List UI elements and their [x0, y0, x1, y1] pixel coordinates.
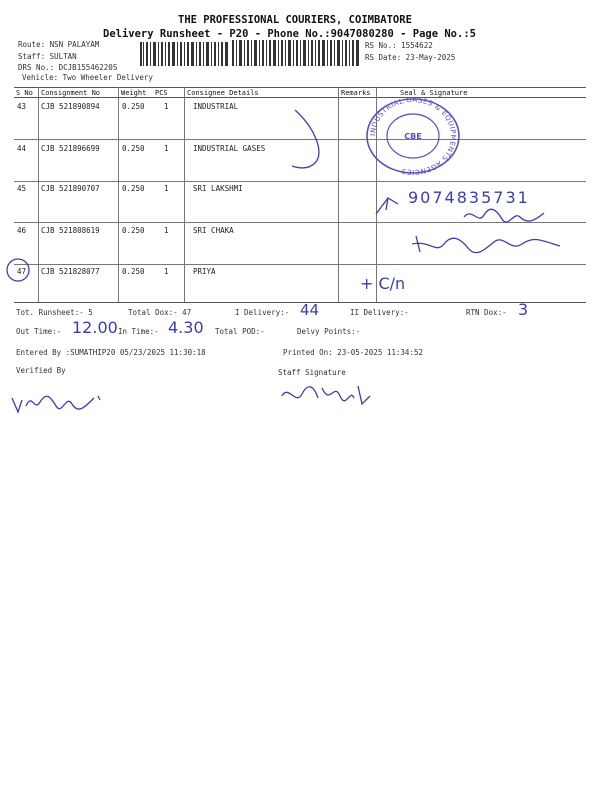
- out-time-label: Out Time:-: [16, 327, 62, 336]
- row-consignee: INDUSTRIAL GASES: [193, 144, 266, 153]
- ii-delivery-label: II Delivery:-: [350, 308, 409, 317]
- row-consignee: SRI CHAKA: [193, 226, 234, 235]
- row-pcs: 1: [164, 102, 169, 111]
- row-weight: 0.250: [122, 144, 145, 153]
- handwritten-signature-45: [460, 205, 550, 227]
- handwritten-signature-46: [410, 230, 580, 260]
- row-pcs: 1: [164, 144, 169, 153]
- company-title: THE PROFESSIONAL COURIERS, COIMBATORE: [178, 14, 412, 26]
- row-sno: 44: [17, 144, 27, 153]
- row-weight: 0.250: [122, 102, 145, 111]
- row-sno: 45: [17, 184, 27, 193]
- row-weight: 0.250: [122, 226, 145, 235]
- route-label: Route: NSN PALAYAM: [18, 40, 100, 49]
- row-consignment-no: CJB 521890707: [41, 184, 100, 193]
- delvy-points-label: Delvy Points:-: [297, 327, 361, 336]
- row-consignment-no: CJB 521890894: [41, 102, 100, 111]
- col-divider: [184, 87, 185, 302]
- col-header-remarks: Remarks: [341, 89, 371, 97]
- i-delivery-handwritten: 44: [300, 301, 320, 319]
- in-time-handwritten: 4.30: [168, 318, 204, 337]
- tot-runsheet: Tot. Runsheet:- 5: [16, 308, 93, 317]
- col-header-seal: Seal & Signature: [400, 89, 468, 97]
- table-top-border: [14, 87, 586, 88]
- row-consignment-no: CJB 521828077: [41, 267, 100, 276]
- col-header-consignee: Consignee Details: [187, 89, 259, 97]
- runsheet-subtitle: Delivery Runsheet - P20 - Phone No.:9047080280 - Page No.:5: [103, 28, 476, 40]
- seal-center-text: CBE: [404, 132, 422, 141]
- col-header-weight: Weight: [121, 89, 147, 97]
- printed-on: Printed On: 23-05-2025 11:34:52: [283, 348, 423, 357]
- row-consignee: INDUSTRIAL: [193, 102, 239, 111]
- out-time-handwritten: 12.00: [72, 318, 118, 337]
- col-header-consignment: Consignment No: [41, 89, 101, 97]
- row-consignment-no: CJB 521896699: [41, 144, 100, 153]
- col-header-pcs: PCS: [155, 89, 168, 97]
- rtn-dox-label: RTN Dox:-: [466, 308, 507, 317]
- handdrawn-circle-mark: [4, 256, 34, 286]
- entered-by: Entered By :SUMATHIP20 05/23/2025 11:30:18: [16, 348, 206, 357]
- row-divider: [14, 181, 586, 182]
- i-delivery-label: I Delivery:-: [235, 308, 290, 317]
- col-divider: [38, 87, 39, 302]
- barcode-rs: [232, 40, 360, 66]
- staff-signature: [278, 378, 374, 410]
- company-seal-stamp: [363, 96, 463, 176]
- row-consignee: SRI LAKSHMI: [193, 184, 243, 193]
- rtn-dox-handwritten: 3: [518, 300, 529, 319]
- row-consignment-no: CJB 521808619: [41, 226, 100, 235]
- row-pcs: 1: [164, 267, 169, 276]
- row-weight: 0.250: [122, 267, 145, 276]
- vehicle-label: Vehicle: Two Wheeler Delivery: [22, 73, 153, 82]
- handwritten-arrow-mark: [372, 190, 402, 220]
- staff-label: Staff: SULTAN: [18, 52, 77, 61]
- row-pcs: 1: [164, 184, 169, 193]
- in-time-label: In Time:-: [118, 327, 159, 336]
- total-dox: Total Dox:- 47: [128, 308, 192, 317]
- staff-signature-label: Staff Signature: [278, 368, 346, 377]
- verifier-signature: [10, 388, 110, 416]
- total-pod-label: Total POD:-: [215, 327, 265, 336]
- row-sno: 47: [17, 267, 27, 276]
- col-divider: [338, 87, 339, 302]
- row-sno: 46: [17, 226, 27, 235]
- verified-by-label: Verified By: [16, 366, 66, 375]
- row-divider: [14, 264, 586, 265]
- table-header-border: [14, 97, 586, 98]
- row-consignee: PRIYA: [193, 267, 216, 276]
- rs-date-label: RS Date: 23-May-2025: [365, 53, 456, 62]
- row-pcs: 1: [164, 226, 169, 235]
- handwritten-row47-mark: + C/n: [360, 274, 406, 293]
- barcode-drs: [140, 42, 230, 66]
- seal-ring-text: INDUSTRIAL GASES & EQUIPMENTS AGENCIES: [368, 96, 458, 176]
- row-sno: 43: [17, 102, 27, 111]
- col-header-sno: S No: [16, 89, 33, 97]
- handwritten-tick-mark: [290, 108, 330, 178]
- rs-no-label: RS No.: 1554622: [365, 41, 433, 50]
- handwritten-phone-number: 9074835731: [408, 188, 530, 207]
- row-weight: 0.250: [122, 184, 145, 193]
- col-divider: [118, 87, 119, 302]
- drs-label: DRS No.: DCJB15546220S: [18, 63, 118, 72]
